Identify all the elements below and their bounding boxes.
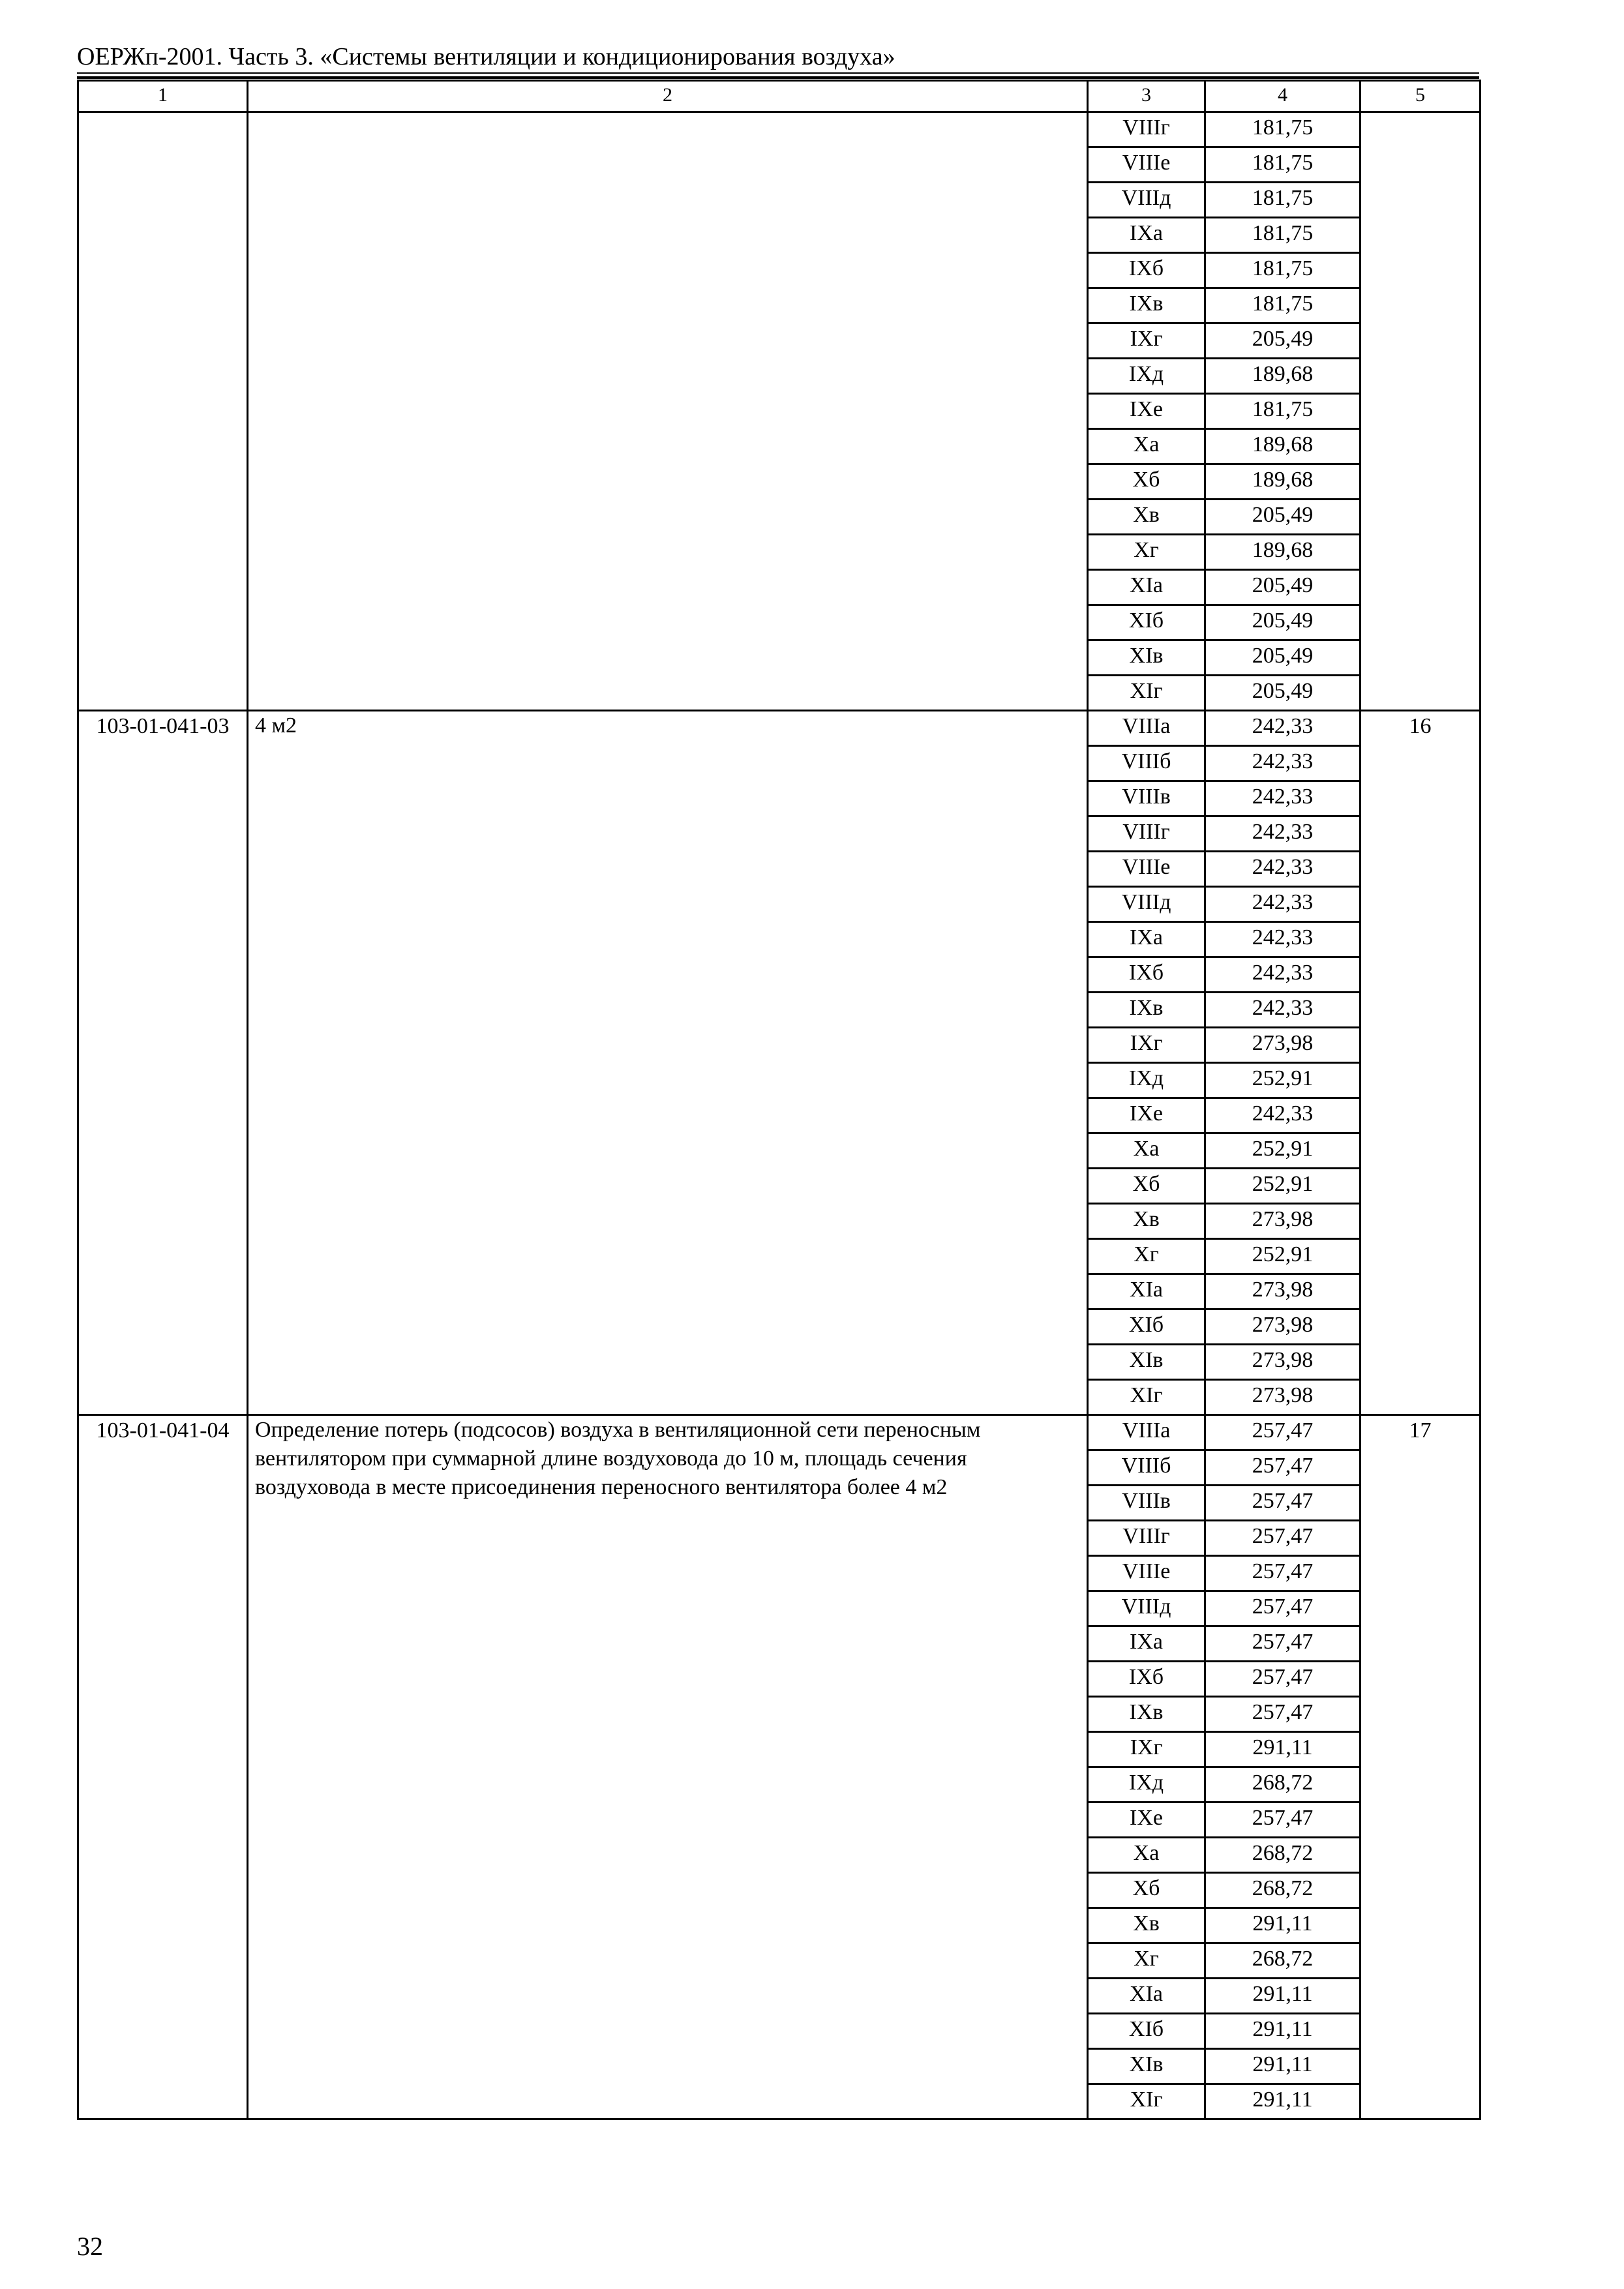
price-cell: 242,33	[1205, 711, 1361, 746]
zone-cell: Xг	[1088, 1239, 1205, 1274]
norm-number-cell	[1361, 112, 1481, 711]
zone-cell: Xа	[1088, 429, 1205, 464]
header-rule-thin	[77, 72, 1479, 74]
price-cell: 257,47	[1205, 1415, 1361, 1450]
price-cell: 257,47	[1205, 1556, 1361, 1591]
norm-description-cell: 4 м2	[248, 711, 1088, 1415]
zone-cell: IXб	[1088, 1662, 1205, 1697]
zone-cell: IXб	[1088, 957, 1205, 993]
zone-cell: IXе	[1088, 394, 1205, 429]
price-cell: 242,33	[1205, 781, 1361, 816]
price-cell: 252,91	[1205, 1063, 1361, 1098]
price-cell: 242,33	[1205, 816, 1361, 852]
price-cell: 291,11	[1205, 1732, 1361, 1767]
zone-cell: IXа	[1088, 1626, 1205, 1662]
zone-cell: Xб	[1088, 1169, 1205, 1204]
zone-cell: VIIIа	[1088, 711, 1205, 746]
price-cell: 252,91	[1205, 1169, 1361, 1204]
zone-cell: IXг	[1088, 323, 1205, 359]
price-cell: 205,49	[1205, 640, 1361, 676]
page-number: 32	[77, 2232, 103, 2261]
price-cell: 181,75	[1205, 147, 1361, 183]
norm-description-cell	[248, 112, 1088, 711]
zone-cell: XIа	[1088, 1979, 1205, 2014]
price-cell: 189,68	[1205, 535, 1361, 570]
table-row	[78, 1415, 1481, 1450]
table-row	[78, 711, 1481, 746]
zone-cell: IXг	[1088, 1028, 1205, 1063]
column-number-1: 1	[78, 81, 248, 112]
price-cell: 268,72	[1205, 1838, 1361, 1873]
price-cell: 205,49	[1205, 570, 1361, 605]
price-cell: 291,11	[1205, 1908, 1361, 1943]
zone-cell: VIIIб	[1088, 746, 1205, 781]
zone-cell: IXд	[1088, 1063, 1205, 1098]
price-cell: 273,98	[1205, 1204, 1361, 1239]
zone-cell: IXе	[1088, 1098, 1205, 1133]
price-cell: 205,49	[1205, 676, 1361, 711]
price-cell: 273,98	[1205, 1345, 1361, 1380]
zone-cell: XIб	[1088, 1309, 1205, 1345]
zone-cell: Xг	[1088, 1943, 1205, 1979]
zone-cell: VIIIе	[1088, 147, 1205, 183]
zone-cell: VIIIд	[1088, 183, 1205, 218]
zone-cell: Xг	[1088, 535, 1205, 570]
zone-cell: VIIIе	[1088, 852, 1205, 887]
price-cell: 252,91	[1205, 1133, 1361, 1169]
price-cell: 242,33	[1205, 746, 1361, 781]
price-cell: 205,49	[1205, 605, 1361, 640]
price-cell: 181,75	[1205, 112, 1361, 147]
zone-cell: IXе	[1088, 1803, 1205, 1838]
zone-cell: VIIIг	[1088, 816, 1205, 852]
zone-cell: IXв	[1088, 288, 1205, 323]
zone-cell: VIIIв	[1088, 1486, 1205, 1521]
zone-cell: VIIIб	[1088, 1450, 1205, 1486]
zone-cell: Xб	[1088, 1873, 1205, 1908]
price-cell: 273,98	[1205, 1028, 1361, 1063]
zone-cell: VIIIе	[1088, 1556, 1205, 1591]
price-cell: 189,68	[1205, 359, 1361, 394]
zone-cell: XIг	[1088, 1380, 1205, 1415]
zone-cell: VIIIа	[1088, 1415, 1205, 1450]
price-cell: 291,11	[1205, 2084, 1361, 2119]
zone-cell: IXа	[1088, 922, 1205, 957]
price-cell: 242,33	[1205, 957, 1361, 993]
column-number-3: 3	[1088, 81, 1205, 112]
norm-description-cell: Определение потерь (подсосов) воздуха в вентиляционной сети переносным вентилятором при суммарной длине воздуховода до 10 м, площадь сечения воздуховода в месте присоединения переносного вентилятора более 4 м2	[248, 1415, 1088, 2119]
price-cell: 291,11	[1205, 1979, 1361, 2014]
column-number-5: 5	[1361, 81, 1481, 112]
column-numbers-row	[78, 81, 1481, 112]
zone-cell: Xа	[1088, 1133, 1205, 1169]
table-row	[78, 112, 1481, 147]
zone-cell: Xб	[1088, 464, 1205, 500]
price-cell: 189,68	[1205, 429, 1361, 464]
price-cell: 252,91	[1205, 1239, 1361, 1274]
zone-cell: IXа	[1088, 218, 1205, 253]
norm-code-cell	[78, 112, 248, 711]
norm-number-cell: 17	[1361, 1415, 1481, 2119]
price-cell: 291,11	[1205, 2049, 1361, 2084]
price-cell: 257,47	[1205, 1450, 1361, 1486]
zone-cell: Xв	[1088, 500, 1205, 535]
zone-cell: IXв	[1088, 993, 1205, 1028]
zone-cell: Xв	[1088, 1908, 1205, 1943]
price-cell: 257,47	[1205, 1697, 1361, 1732]
price-cell: 268,72	[1205, 1943, 1361, 1979]
price-cell: 181,75	[1205, 218, 1361, 253]
price-cell: 268,72	[1205, 1767, 1361, 1803]
price-cell: 242,33	[1205, 922, 1361, 957]
price-cell: 181,75	[1205, 394, 1361, 429]
price-cell: 273,98	[1205, 1309, 1361, 1345]
zone-cell: XIг	[1088, 676, 1205, 711]
zone-cell: IXб	[1088, 253, 1205, 288]
price-cell: 189,68	[1205, 464, 1361, 500]
page-header-title: ОЕРЖп-2001. Часть 3. «Системы вентиляции и кондиционирования воздуха»	[77, 43, 895, 70]
zone-cell: VIIIв	[1088, 781, 1205, 816]
zone-cell: VIIIд	[1088, 887, 1205, 922]
price-cell: 257,47	[1205, 1591, 1361, 1626]
column-number-2: 2	[248, 81, 1088, 112]
zone-cell: XIв	[1088, 2049, 1205, 2084]
price-cell: 205,49	[1205, 500, 1361, 535]
price-cell: 257,47	[1205, 1521, 1361, 1556]
price-cell: 257,47	[1205, 1626, 1361, 1662]
norms-table-body	[78, 81, 1481, 2119]
price-cell: 268,72	[1205, 1873, 1361, 1908]
norm-code-cell: 103-01-041-03	[78, 711, 248, 1415]
price-cell: 273,98	[1205, 1380, 1361, 1415]
price-cell: 291,11	[1205, 2014, 1361, 2049]
zone-cell: IXд	[1088, 359, 1205, 394]
norm-number-cell: 16	[1361, 711, 1481, 1415]
price-cell: 242,33	[1205, 887, 1361, 922]
zone-cell: VIIIд	[1088, 1591, 1205, 1626]
price-cell: 181,75	[1205, 253, 1361, 288]
zone-cell: VIIIг	[1088, 1521, 1205, 1556]
zone-cell: XIб	[1088, 2014, 1205, 2049]
norms-table	[77, 80, 1481, 2120]
zone-cell: XIв	[1088, 640, 1205, 676]
price-cell: 205,49	[1205, 323, 1361, 359]
zone-cell: IXв	[1088, 1697, 1205, 1732]
price-cell: 242,33	[1205, 1098, 1361, 1133]
zone-cell: Xв	[1088, 1204, 1205, 1239]
header-rule-thick	[77, 76, 1479, 79]
price-cell: 181,75	[1205, 183, 1361, 218]
price-cell: 242,33	[1205, 852, 1361, 887]
norm-code-cell: 103-01-041-04	[78, 1415, 248, 2119]
zone-cell: Xа	[1088, 1838, 1205, 1873]
zone-cell: VIIIг	[1088, 112, 1205, 147]
price-cell: 257,47	[1205, 1486, 1361, 1521]
zone-cell: XIг	[1088, 2084, 1205, 2119]
zone-cell: IXд	[1088, 1767, 1205, 1803]
zone-cell: XIа	[1088, 1274, 1205, 1309]
zone-cell: XIб	[1088, 605, 1205, 640]
price-cell: 257,47	[1205, 1803, 1361, 1838]
zone-cell: XIв	[1088, 1345, 1205, 1380]
price-cell: 273,98	[1205, 1274, 1361, 1309]
zone-cell: XIа	[1088, 570, 1205, 605]
zone-cell: IXг	[1088, 1732, 1205, 1767]
price-cell: 181,75	[1205, 288, 1361, 323]
price-cell: 242,33	[1205, 993, 1361, 1028]
price-cell: 257,47	[1205, 1662, 1361, 1697]
column-number-4: 4	[1205, 81, 1361, 112]
